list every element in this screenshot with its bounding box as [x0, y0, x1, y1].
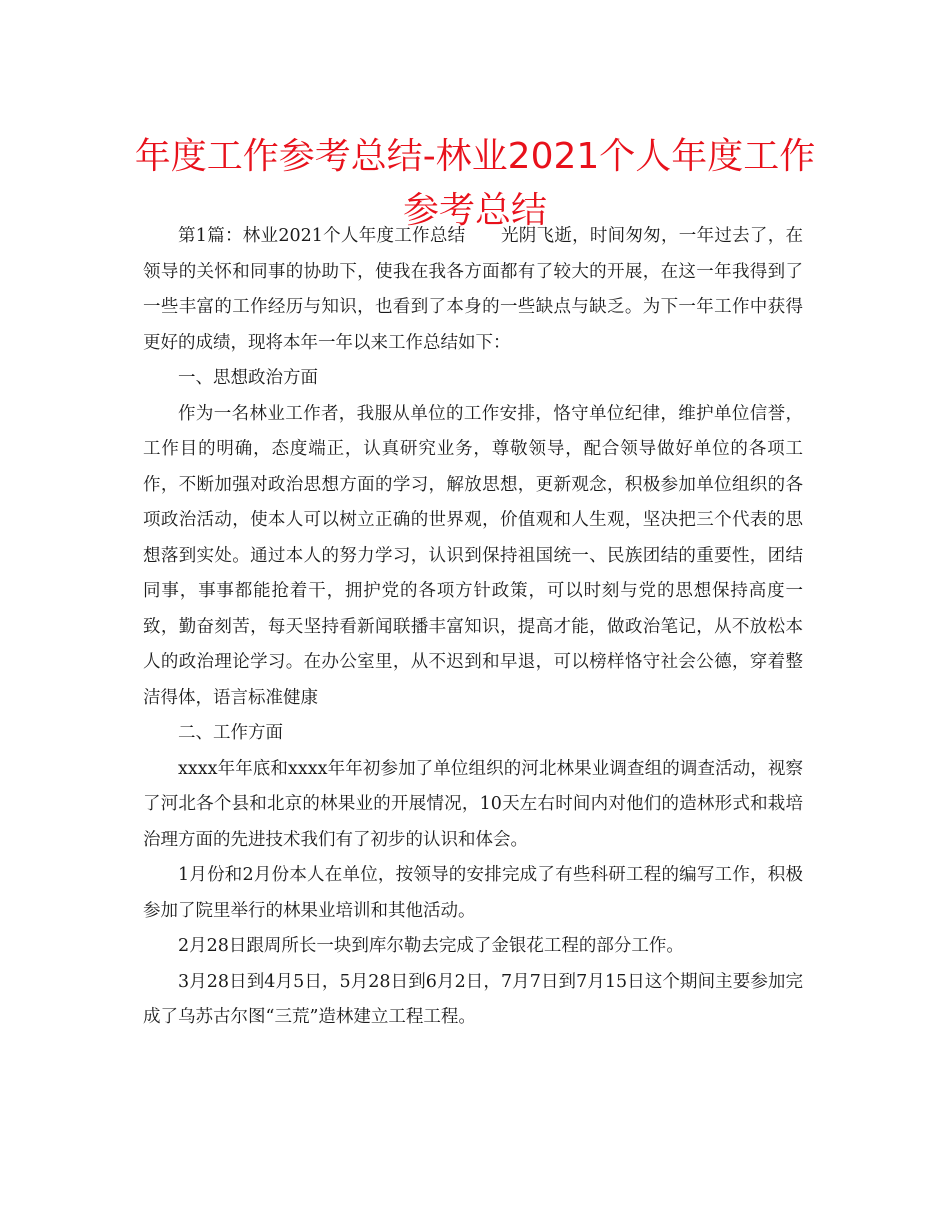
document-title: 年度工作参考总结-林业2021个人年度工作参考总结 — [134, 136, 816, 231]
paragraph-work-survey: xxxx年年底和xxxx年年初参加了单位组织的河北林果业调查组的调查活动，视察了河北各个县和北京的林果业的开展情况，10天左右时间内对他们的造林形式和栽培治理方面的先进技术我们有了初步的认识和体会。 — [143, 758, 803, 850]
paragraph-political: 作为一名林业工作者，我服从单位的工作安排，恪守单位纪律，维护单位信誉，工作目的明确，态度端正，认真研究业务，尊敬领导，配合领导做好单位的各项工作，不断加强对政治思想方面的学习，解放思想，更新观念，积极参加单位组织的各项政治活动，使本人可以树立正确的世界观，价值观和人生观，坚决把三个代表的思想落到实处。通过本人的努力学习，认识到保持祖国统一、民族团结的重要性，团结同事，事事都能抢着干，拥护党的各项方针政策，可以时刻与党的思想保持高度一致，勤奋刻苦，每天坚持看新闻联播丰富知识，提高才能，做政治笔记，从不放松本人的政治理论学习。在办公室里，从不迟到和早退，可以榜样恪守社会公德，穿着整洁得体，语言标准健康 — [143, 403, 803, 708]
paragraph-work-feb28: 2月28日跟周所长一块到库尔勒去完成了金银花工程的部分工作。 — [178, 936, 684, 956]
section-heading-work: 二、工作方面 — [178, 723, 283, 743]
paragraph-intro: 第1篇：林业2021个人年度工作总结 光阴飞逝，时间匆匆，一年过去了，在领导的关怀和同事的协助下，使我在我各方面都有了较大的开展，在这一年我得到了一些丰富的工作经历与知识，也看到了本身的一些缺点与缺乏。为下一年工作中获得更好的成绩，现将本年一年以来工作总结如下： — [143, 226, 803, 353]
paragraph-work-mar-jul: 3月28日到4月5日，5月28日到6月2日，7月7日到7月15日这个期间主要参加完成了乌苏古尔图“三荒”造林建立工程工程。 — [143, 971, 803, 1027]
paragraph-work-jan-feb: 1月份和2月份本人在单位，按领导的安排完成了有些科研工程的编写工作，积极参加了院里举行的林果业培训和其他活动。 — [143, 865, 803, 921]
document-body — [143, 219, 803, 1036]
section-heading-political: 一、思想政治方面 — [178, 368, 318, 388]
